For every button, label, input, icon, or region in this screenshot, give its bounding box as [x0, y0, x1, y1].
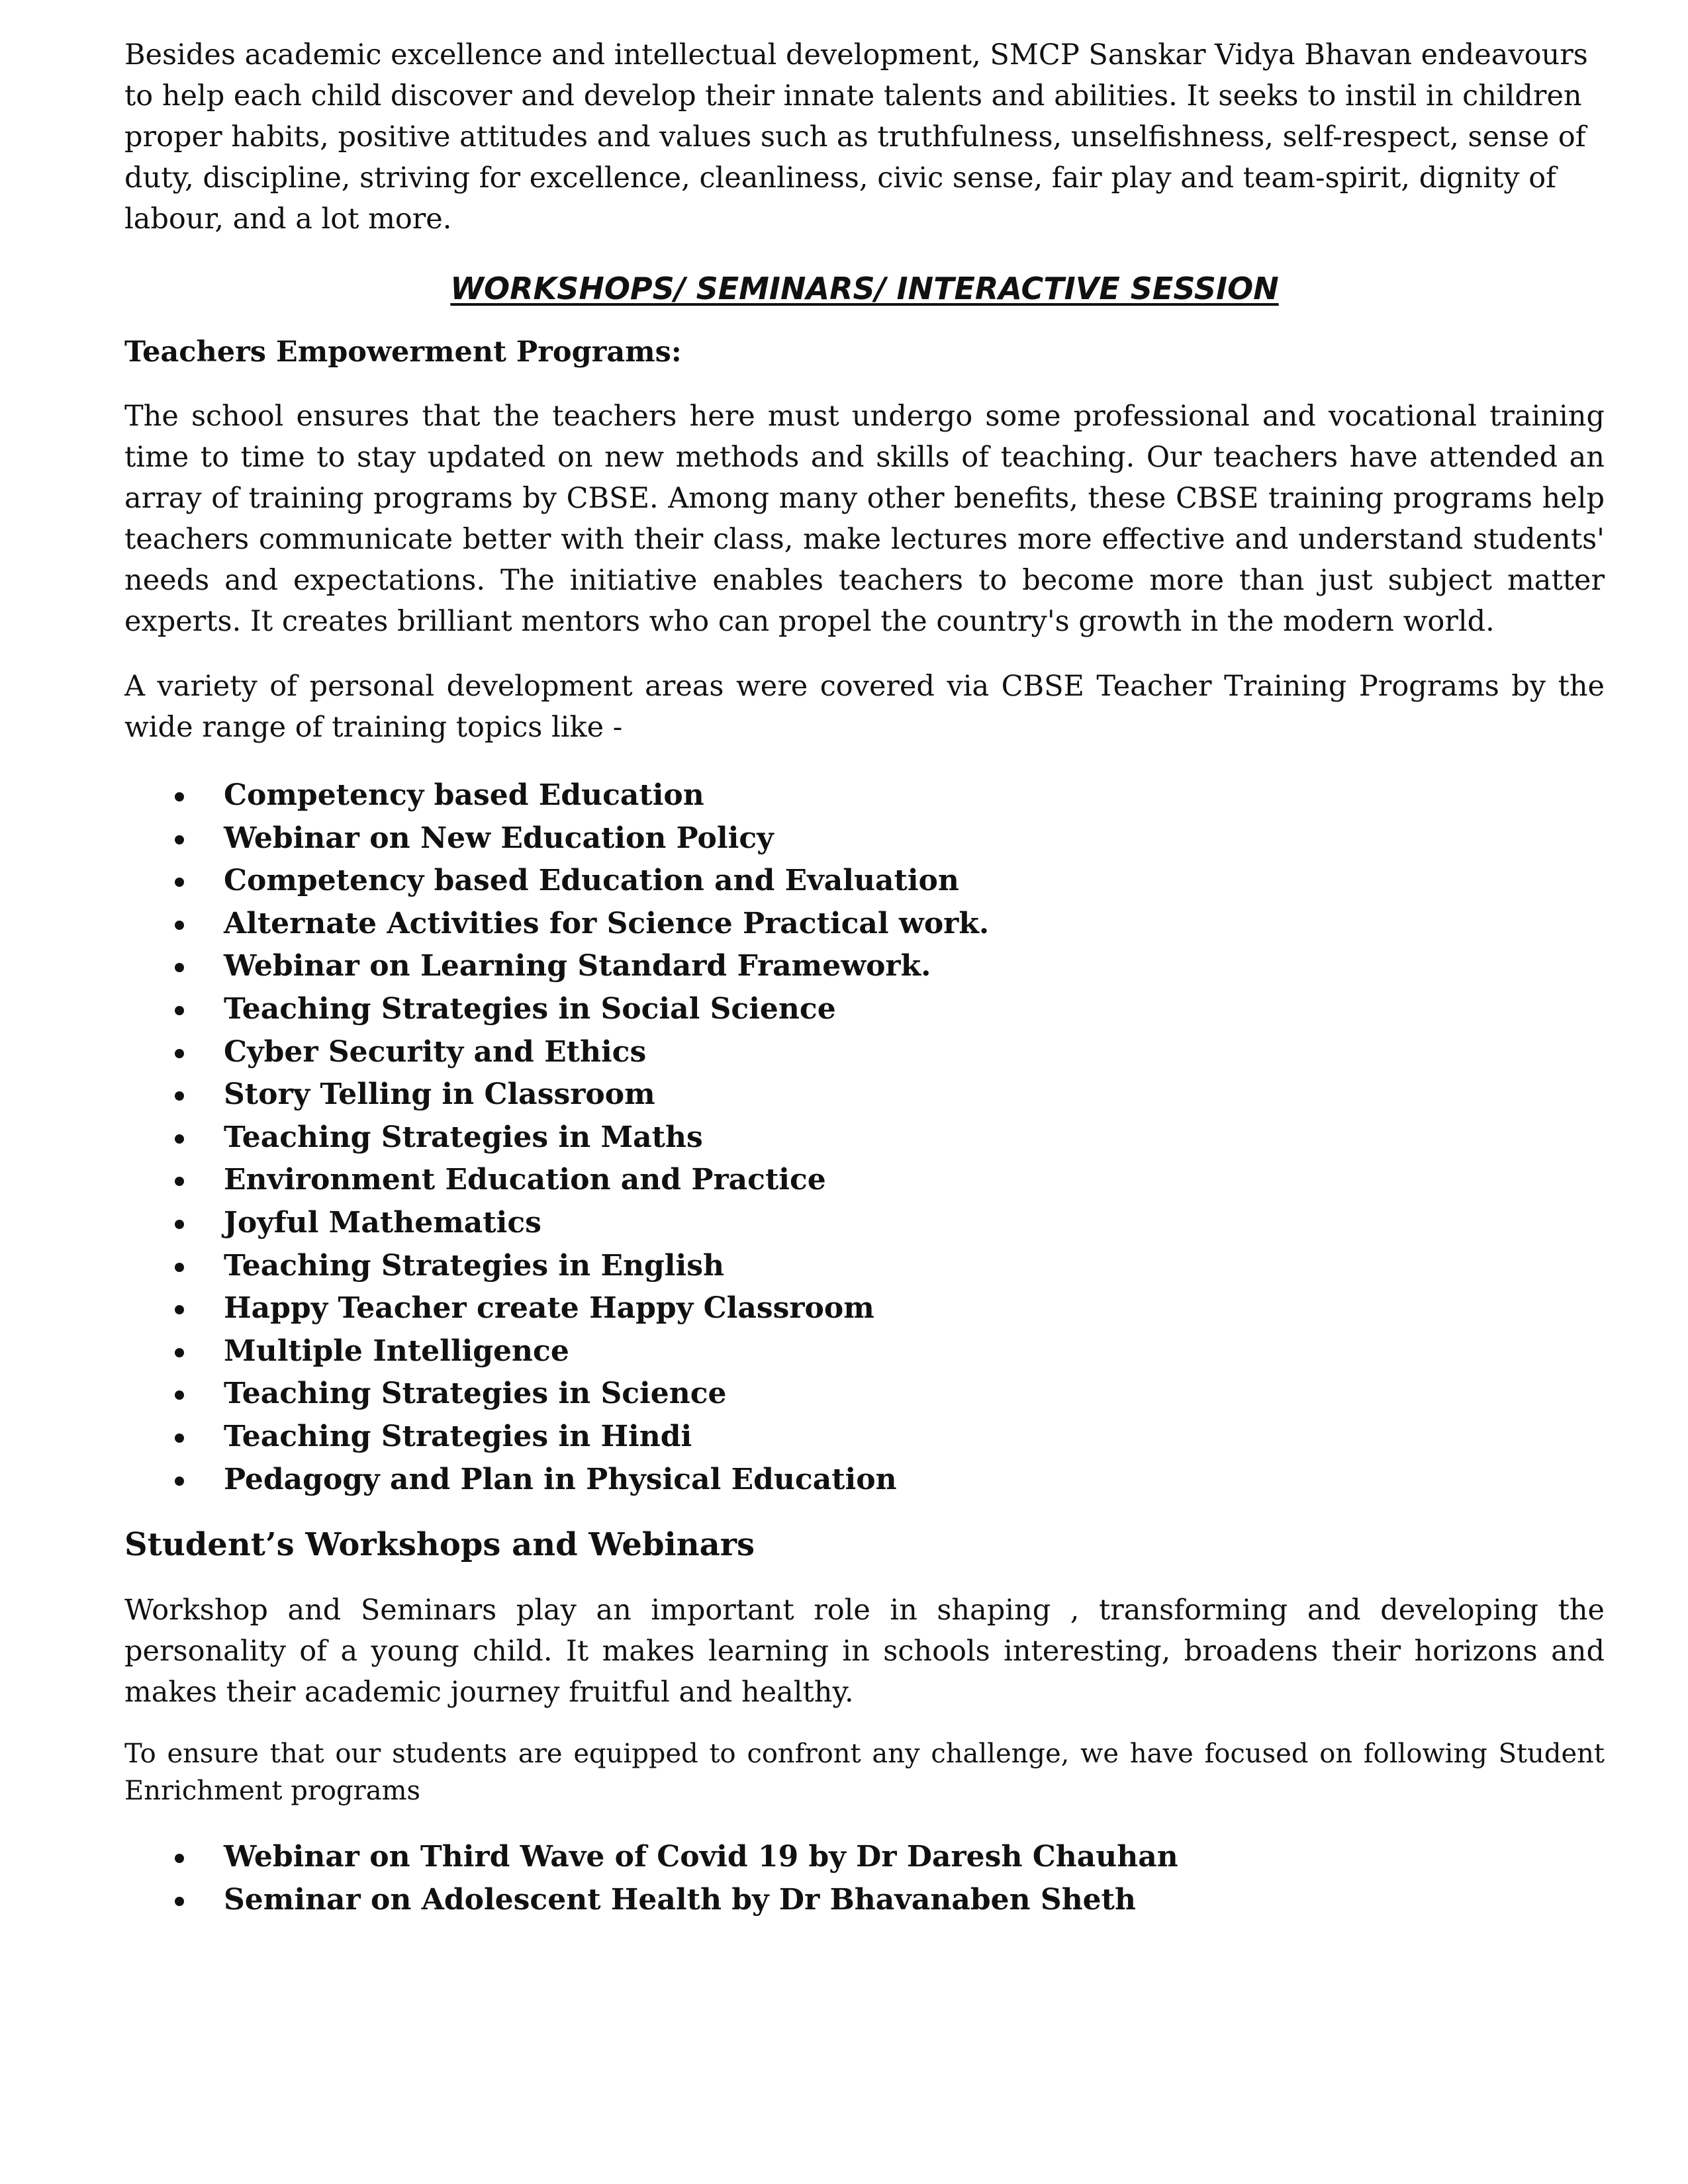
- bullet-icon: [175, 1477, 184, 1486]
- bullet-icon: [175, 1091, 184, 1101]
- bullet-icon: [175, 1134, 184, 1144]
- list-item: Competency based Education and Evaluation: [124, 860, 1605, 903]
- list-item: Environment Education and Practice: [124, 1159, 1605, 1202]
- bullet-icon: [175, 963, 184, 972]
- list-item: Seminar on Adolescent Health by Dr Bhavanaben Sheth: [124, 1879, 1605, 1922]
- list-item: Story Telling in Classroom: [124, 1073, 1605, 1116]
- bullet-icon: [175, 835, 184, 844]
- list-item: Competency based Education: [124, 774, 1605, 817]
- students-paragraph-1: Workshop and Seminars play an important role in shaping , transforming and developing the personality of a young child. It makes learning in schools interesting, broadens their horizons and makes their academic journey fruitful and healthy.: [124, 1594, 1605, 1709]
- teachers-heading: Teachers Empowerment Programs:: [124, 336, 682, 369]
- list-item: Webinar on Learning Standard Framework.: [124, 945, 1605, 988]
- list-item: Pedagogy and Plan in Physical Education: [124, 1459, 1605, 1502]
- list-item: Webinar on Third Wave of Covid 19 by Dr Daresh Chauhan: [124, 1836, 1605, 1879]
- student-programs-list: [124, 1836, 1605, 1921]
- intro-paragraph: Besides academic excellence and intellectual development, SMCP Sanskar Vidya Bhavan endeavours to help each child discover and develop their innate talents and abilities. It seeks to instil in children proper habits, positive attitudes and values such as truthfulness, unselfishness, self-respect, sense of duty, discipline, striving for excellence, cleanliness, civic sense, fair play and team-spirit, dignity of labour, and a lot more.: [124, 38, 1588, 236]
- list-item: Teaching Strategies in Maths: [124, 1116, 1605, 1160]
- list-item: Webinar on New Education Policy: [124, 817, 1605, 860]
- list-item: Teaching Strategies in Social Science: [124, 988, 1605, 1031]
- bullet-icon: [175, 1305, 184, 1314]
- teachers-paragraph-2: A variety of personal development areas were covered via CBSE Teacher Training Programs by the wide range of training topics like -: [124, 670, 1605, 744]
- bullet-icon: [175, 1177, 184, 1186]
- bullet-icon: [175, 1220, 184, 1229]
- bullet-icon: [175, 1049, 184, 1058]
- teachers-paragraph-1: The school ensures that the teachers here must undergo some professional and vocational training time to time to stay updated on new methods and skills of teaching. Our teachers have attended an array of training programs by CBSE. Among many other benefits, these CBSE training programs help teachers communicate better with their class, make lectures more effective and understand students' needs and expectations. The initiative enables teachers to become more than just subject matter experts. It creates brilliant mentors who can propel the country's growth in the modern world.: [124, 400, 1605, 638]
- teacher-topics-list: [124, 774, 1605, 1501]
- document-page: [124, 34, 1605, 1921]
- bullet-icon: [175, 1390, 184, 1400]
- list-item: Joyful Mathematics: [124, 1202, 1605, 1245]
- section-title: WORKSHOPS/ SEMINARS/ INTERACTIVE SESSION: [450, 271, 1279, 306]
- list-item: Alternate Activities for Science Practical work.: [124, 903, 1605, 946]
- list-item: Happy Teacher create Happy Classroom: [124, 1287, 1605, 1330]
- list-item: Teaching Strategies in Science: [124, 1373, 1605, 1416]
- bullet-icon: [175, 878, 184, 887]
- list-item: Teaching Strategies in English: [124, 1245, 1605, 1288]
- bullet-icon: [175, 792, 184, 801]
- list-item: Cyber Security and Ethics: [124, 1031, 1605, 1074]
- bullet-icon: [175, 1433, 184, 1443]
- bullet-icon: [175, 1348, 184, 1357]
- list-item: Multiple Intelligence: [124, 1330, 1605, 1373]
- bullet-icon: [175, 1263, 184, 1272]
- bullet-icon: [175, 1897, 184, 1906]
- students-paragraph-2: To ensure that our students are equipped to confront any challenge, we have focused on following Student Enrichment programs: [124, 1739, 1605, 1807]
- list-item: Teaching Strategies in Hindi: [124, 1416, 1605, 1459]
- bullet-icon: [175, 1854, 184, 1863]
- bullet-icon: [175, 1006, 184, 1015]
- bullet-icon: [175, 921, 184, 930]
- students-heading: Student’s Workshops and Webinars: [124, 1526, 755, 1564]
